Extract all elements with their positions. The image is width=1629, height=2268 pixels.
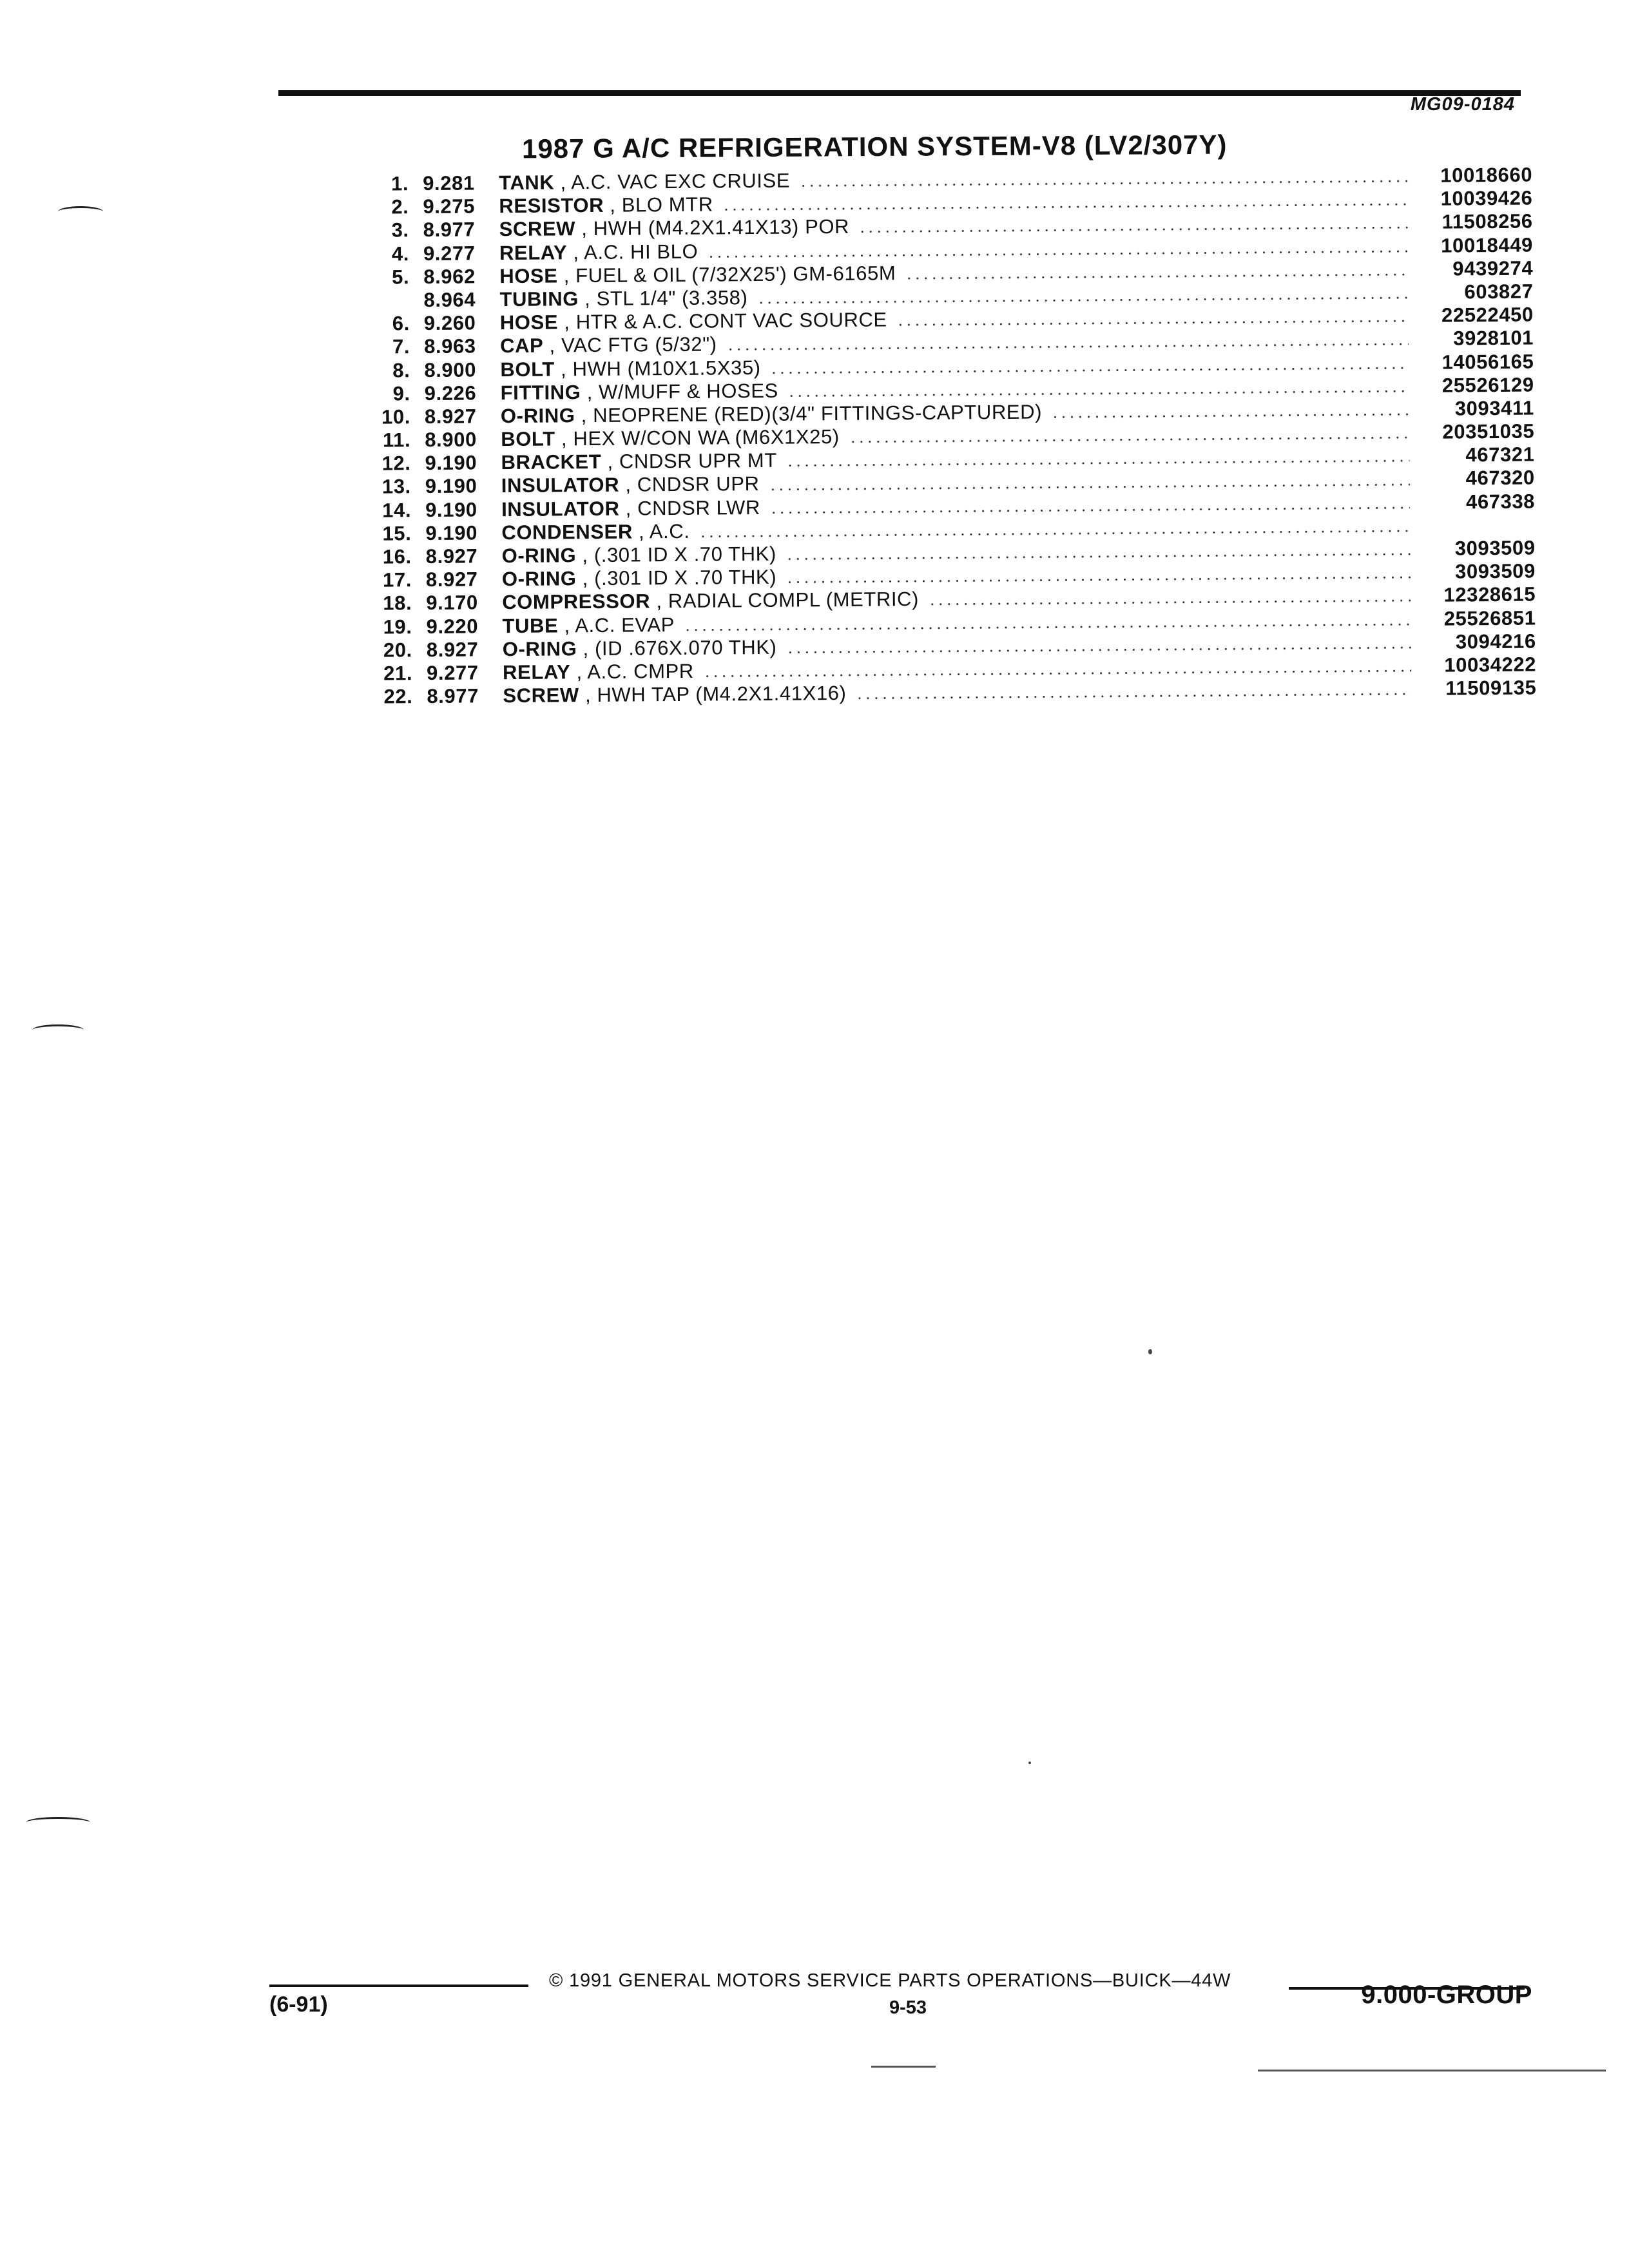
part-name: O-RING <box>501 567 577 591</box>
part-description: COMPRESSOR , RADIAL COMPL (METRIC) <box>502 588 920 614</box>
group-number: 9.277 <box>426 661 479 684</box>
group-number: 9.190 <box>425 521 478 544</box>
part-description: O-RING , (.301 ID X .70 THK) <box>501 565 777 591</box>
part-detail: CNDSR UPR <box>637 472 760 496</box>
part-description: O-RING , (ID .676X.070 THK) <box>502 635 777 660</box>
part-number: 10034222 <box>1444 653 1537 677</box>
dot-leader <box>799 179 1407 187</box>
item-number: 7. <box>392 335 410 358</box>
dot-leader <box>928 599 1411 607</box>
part-number: 12328615 <box>1443 582 1536 607</box>
part-detail: NEOPRENE (RED)(3/4" FITTINGS-CAPTURED) <box>593 400 1043 427</box>
part-name: TANK <box>498 171 555 195</box>
part-description: BOLT , HEX W/CON WA (M6X1X25) <box>501 425 840 451</box>
part-name: COMPRESSOR <box>502 590 651 614</box>
part-description: BRACKET , CNDSR UPR MT <box>501 449 777 474</box>
document-code: MG09-0184 <box>1410 94 1515 115</box>
group-number: 8.900 <box>424 358 477 381</box>
item-number: 3. <box>391 218 409 242</box>
part-description: O-RING , NEOPRENE (RED)(3/4" FITTINGS-CAPTURED) <box>500 400 1043 427</box>
group-number: 8.927 <box>426 638 479 661</box>
part-number: 25526129 <box>1441 373 1534 397</box>
revision-date: (6-91) <box>269 1992 328 2017</box>
part-detail: HWH (M4.2X1.41X13) POR <box>593 215 850 240</box>
group-number: 9.190 <box>425 474 477 498</box>
part-description: TANK , A.C. VAC EXC CRUISE <box>498 169 791 195</box>
part-detail: A.C. CMPR <box>587 659 694 684</box>
group-number: 9.277 <box>423 241 476 265</box>
group-number: 9.170 <box>426 591 478 615</box>
part-name: O-RING <box>502 637 577 660</box>
part-name: O-RING <box>500 404 575 427</box>
item-number: 21. <box>383 662 413 685</box>
part-detail: BLO MTR <box>621 193 713 216</box>
item-number: 8. <box>392 358 410 381</box>
item-number: 18. <box>383 591 412 615</box>
part-number: 467320 <box>1465 466 1535 490</box>
part-detail: W/MUFF & HOSES <box>598 379 778 403</box>
dot-leader <box>769 506 1410 515</box>
scan-line <box>1258 2070 1606 2071</box>
item-number: 5. <box>392 265 410 289</box>
part-name: FITTING <box>500 380 581 404</box>
part-detail: HWH (M10X1.5X35) <box>572 356 761 380</box>
part-detail: HEX W/CON WA (M6X1X25) <box>573 425 840 450</box>
group-number: 9.226 <box>424 381 477 405</box>
item-number: 10. <box>381 405 411 428</box>
part-description: TUBING , STL 1/4" (3.358) <box>499 286 748 311</box>
dot-leader <box>858 226 1408 235</box>
group-number: 8.977 <box>423 218 476 242</box>
part-number: 603827 <box>1464 280 1534 303</box>
item-number: 11. <box>382 428 411 452</box>
item-number: 12. <box>381 452 411 475</box>
group-number: 9.190 <box>425 451 477 475</box>
group-number: 9.220 <box>426 614 479 638</box>
dot-leader <box>896 319 1409 327</box>
part-detail: CNDSR LWR <box>637 495 761 520</box>
part-name: RESISTOR <box>499 194 604 218</box>
part-number: 10018449 <box>1441 233 1534 257</box>
dot-leader <box>786 575 1411 584</box>
part-detail: FUEL & OIL (7/32X25') GM-6165M <box>575 262 896 287</box>
item-number: 6. <box>392 312 410 335</box>
page-number: 9-53 <box>889 1997 927 2018</box>
part-detail: CNDSR UPR MT <box>619 449 777 473</box>
part-name: BRACKET <box>501 450 602 474</box>
item-number: 16. <box>382 545 412 568</box>
item-number: 17. <box>382 568 412 591</box>
part-name: INSULATOR <box>501 474 620 497</box>
part-detail: A.C. EVAP <box>575 613 675 637</box>
part-number: 467338 <box>1465 490 1536 513</box>
footer-rule-left <box>269 1984 528 1987</box>
part-number: 3093411 <box>1454 396 1535 420</box>
scan-line <box>871 2066 936 2068</box>
dot-leader <box>786 459 1410 468</box>
part-description: CONDENSER , A.C. <box>501 519 690 544</box>
part-description: CAP , VAC FTG (5/32") <box>499 332 717 358</box>
scan-mark <box>26 1817 90 1828</box>
part-number: 11508256 <box>1441 209 1533 234</box>
part-name: RELAY <box>502 660 571 684</box>
part-name: HOSE <box>499 264 558 287</box>
part-name: CONDENSER <box>501 520 633 544</box>
scan-speck <box>1148 1349 1152 1354</box>
part-name: INSULATOR <box>501 497 620 521</box>
dot-leader <box>849 436 1409 444</box>
part-number <box>1419 531 1535 532</box>
part-description: INSULATOR , CNDSR LWR <box>501 495 761 521</box>
part-detail: HTR & A.C. CONT VAC SOURCE <box>575 308 887 334</box>
part-description: RESISTOR , BLO MTR <box>499 193 713 218</box>
dot-leader <box>787 389 1409 398</box>
group-number: 9.190 <box>425 498 477 521</box>
item-number: 15. <box>382 522 412 545</box>
item-number: 1. <box>390 172 409 195</box>
item-number: 19. <box>383 615 412 639</box>
dot-leader <box>757 296 1409 305</box>
part-description: SCREW , HWH (M4.2X1.41X13) POR <box>499 215 850 241</box>
group-number: 9.260 <box>423 311 476 335</box>
item-number: 4. <box>391 242 410 265</box>
part-number: 3093509 <box>1454 536 1536 560</box>
part-name: TUBING <box>499 287 579 311</box>
part-number: 14056165 <box>1441 350 1534 374</box>
part-description: TUBE , A.C. EVAP <box>502 613 675 637</box>
part-name: HOSE <box>499 311 559 334</box>
dot-leader <box>707 249 1408 259</box>
scan-speck <box>1028 1762 1031 1764</box>
part-number: 3093509 <box>1454 559 1536 583</box>
dot-leader <box>786 646 1411 655</box>
part-number: 25526851 <box>1443 606 1536 630</box>
part-detail: HWH TAP (M4.2X1.41X16) <box>597 682 847 707</box>
group-number: 8.927 <box>424 405 477 428</box>
part-description: HOSE , HTR & A.C. CONT VAC SOURCE <box>499 308 887 334</box>
part-detail: (.301 ID X .70 THK) <box>593 542 777 566</box>
part-detail: RADIAL COMPL (METRIC) <box>668 588 920 613</box>
group-number: 8.964 <box>423 288 476 311</box>
part-name: SCREW <box>503 684 579 707</box>
dot-leader <box>726 342 1409 351</box>
part-name: O-RING <box>501 544 577 568</box>
group-number: 8.900 <box>425 428 477 452</box>
scan-mark <box>32 1024 84 1035</box>
part-number: 20351035 <box>1442 419 1535 443</box>
part-number: 10039426 <box>1440 186 1533 210</box>
part-detail: VAC FTG (5/32") <box>561 332 717 357</box>
part-description: SCREW , HWH TAP (M4.2X1.41X16) <box>503 682 847 707</box>
dot-leader <box>1051 412 1409 419</box>
item-number: 22. <box>383 685 413 708</box>
group-number: 9.281 <box>422 171 475 195</box>
part-description: RELAY , A.C. CMPR <box>502 659 694 684</box>
dot-leader <box>703 669 1411 678</box>
part-number: 10018660 <box>1440 163 1533 187</box>
part-detail: A.C. HI BLO <box>583 240 699 264</box>
part-description: RELAY , A.C. HI BLO <box>499 240 699 264</box>
group-number: 8.963 <box>423 334 476 358</box>
part-detail: (.301 ID X .70 THK) <box>594 565 777 590</box>
item-number: 13. <box>381 475 411 499</box>
part-name: CAP <box>499 334 544 358</box>
part-number: 3094216 <box>1455 629 1536 653</box>
part-name: SCREW <box>499 217 576 241</box>
part-number: 11509135 <box>1445 676 1537 700</box>
item-number: 20. <box>383 638 412 662</box>
dot-leader <box>770 366 1409 375</box>
part-number: 3928101 <box>1453 326 1534 350</box>
item-number: 9. <box>392 381 410 405</box>
part-detail: STL 1/4" (3.358) <box>596 286 748 310</box>
part-name: RELAY <box>499 240 568 264</box>
part-detail: (ID .676X.070 THK) <box>594 635 777 660</box>
group-label: 9.000-GROUP <box>1361 1981 1532 2009</box>
header-rule <box>278 90 1521 96</box>
dot-leader <box>769 483 1410 492</box>
part-description: BOLT , HWH (M10X1.5X35) <box>500 356 761 381</box>
part-number: 467321 <box>1465 443 1535 466</box>
part-description: INSULATOR , CNDSR UPR <box>501 472 760 497</box>
group-number: 8.977 <box>427 684 479 708</box>
part-description: FITTING , W/MUFF & HOSES <box>500 379 778 404</box>
page-title: 1987 G A/C REFRIGERATION SYSTEM-V8 (LV2/307Y) <box>521 129 1228 164</box>
group-number: 8.927 <box>425 568 478 591</box>
part-number: 22522450 <box>1441 303 1534 327</box>
part-name: BOLT <box>501 427 555 451</box>
dot-leader <box>856 692 1412 700</box>
part-detail: A.C. <box>649 519 690 543</box>
parts-list <box>345 164 1536 709</box>
group-number: 9.275 <box>423 195 476 218</box>
group-number: 8.927 <box>425 544 478 568</box>
group-number: 8.962 <box>423 265 476 288</box>
scan-mark <box>58 206 103 217</box>
dot-leader <box>722 202 1408 211</box>
item-number: 14. <box>382 498 412 522</box>
part-description: O-RING , (.301 ID X .70 THK) <box>501 542 777 568</box>
part-detail: A.C. VAC EXC CRUISE <box>571 169 791 194</box>
copyright-notice: © 1991 GENERAL MOTORS SERVICE PARTS OPERATIONS—BUICK—44W <box>549 1970 1231 1991</box>
item-number: 2. <box>391 195 409 218</box>
part-name: TUBE <box>502 613 559 637</box>
part-description: HOSE , FUEL & OIL (7/32X25') GM-6165M <box>499 262 896 287</box>
dot-leader <box>786 552 1411 561</box>
dot-leader <box>905 273 1408 280</box>
part-name: BOLT <box>500 357 555 381</box>
dot-leader <box>684 622 1411 632</box>
part-number: 9439274 <box>1452 256 1534 280</box>
dot-leader <box>699 529 1411 539</box>
